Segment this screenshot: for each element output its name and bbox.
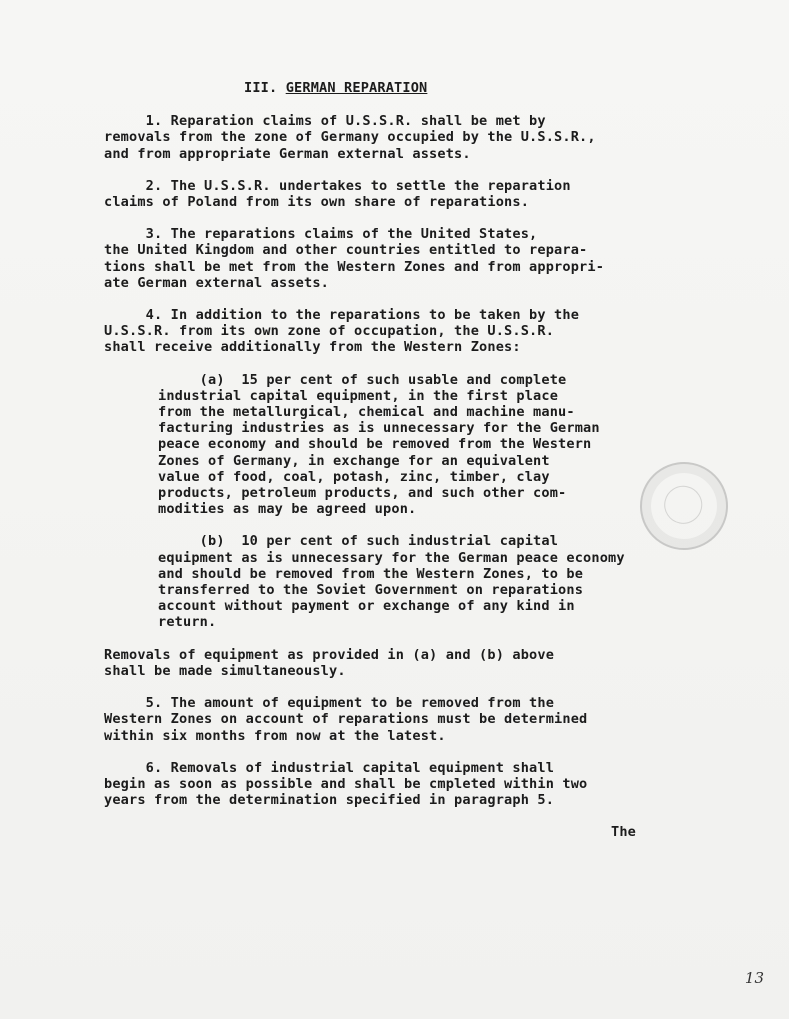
paragraph-5: 5. The amount of equipment to be removed from the Western Zones on account of reparations must be determined within six months from now at the latest. — [104, 695, 588, 744]
paragraph-2: 2. The U.S.S.R. undertakes to settle the reparation claims of Poland from its own share of reparations. — [104, 177, 571, 211]
page-number: 13 — [744, 969, 764, 987]
catchword: The — [610, 824, 636, 841]
subparagraph-b: (b) 10 per cent of such industrial capital equipment as is unnecessary for the German peace economy and should be removed from the Western Zones, to be transferred to the Soviet Government on reparations account without payment or exchange of any kind in return. — [158, 533, 625, 631]
section-numeral: III. — [244, 80, 278, 96]
removals-paragraph: Removals of equipment as provided in (a) and (b) above shall be made simultaneously. — [104, 646, 555, 679]
paragraph-4: 4. In addition to the reparations to be taken by the U.S.S.R. from its own zone of occupation, the U.S.S.R. shall receive additionally from the Western Zones: — [104, 307, 580, 356]
section-heading — [244, 80, 714, 96]
paragraph-6: 6. Removals of industrial capital equipment shall begin as soon as possible and shall be cmpleted within two years from the determination specified in paragraph 5. — [104, 759, 588, 809]
section-title: GERMAN REPARATION — [285, 80, 428, 96]
document-body — [104, 80, 714, 841]
paragraph-3: 3. The reparations claims of the United States, the United Kingdom and other countries entitled to repara- tions shall be met from the Western Zones and from appropri- ate German external assets. — [104, 226, 605, 291]
paragraph-1: 1. Reparation claims of U.S.S.R. shall be met by removals from the zone of Germany occupied by the U.S.S.R., and from appropriate German external assets. — [104, 113, 596, 162]
subparagraph-a: (a) 15 per cent of such usable and complete industrial capital equipment, in the first place from the metallurgical, chemical and machine manu- facturing industries as is unnecessary for the German peace economy and should be removed from the Western Zones of Germany, in exchange for an equivalent value of food, coal, potash, zinc, timber, clay products, petroleum products, and such other com- modities as may be agreed upon. — [158, 371, 600, 518]
